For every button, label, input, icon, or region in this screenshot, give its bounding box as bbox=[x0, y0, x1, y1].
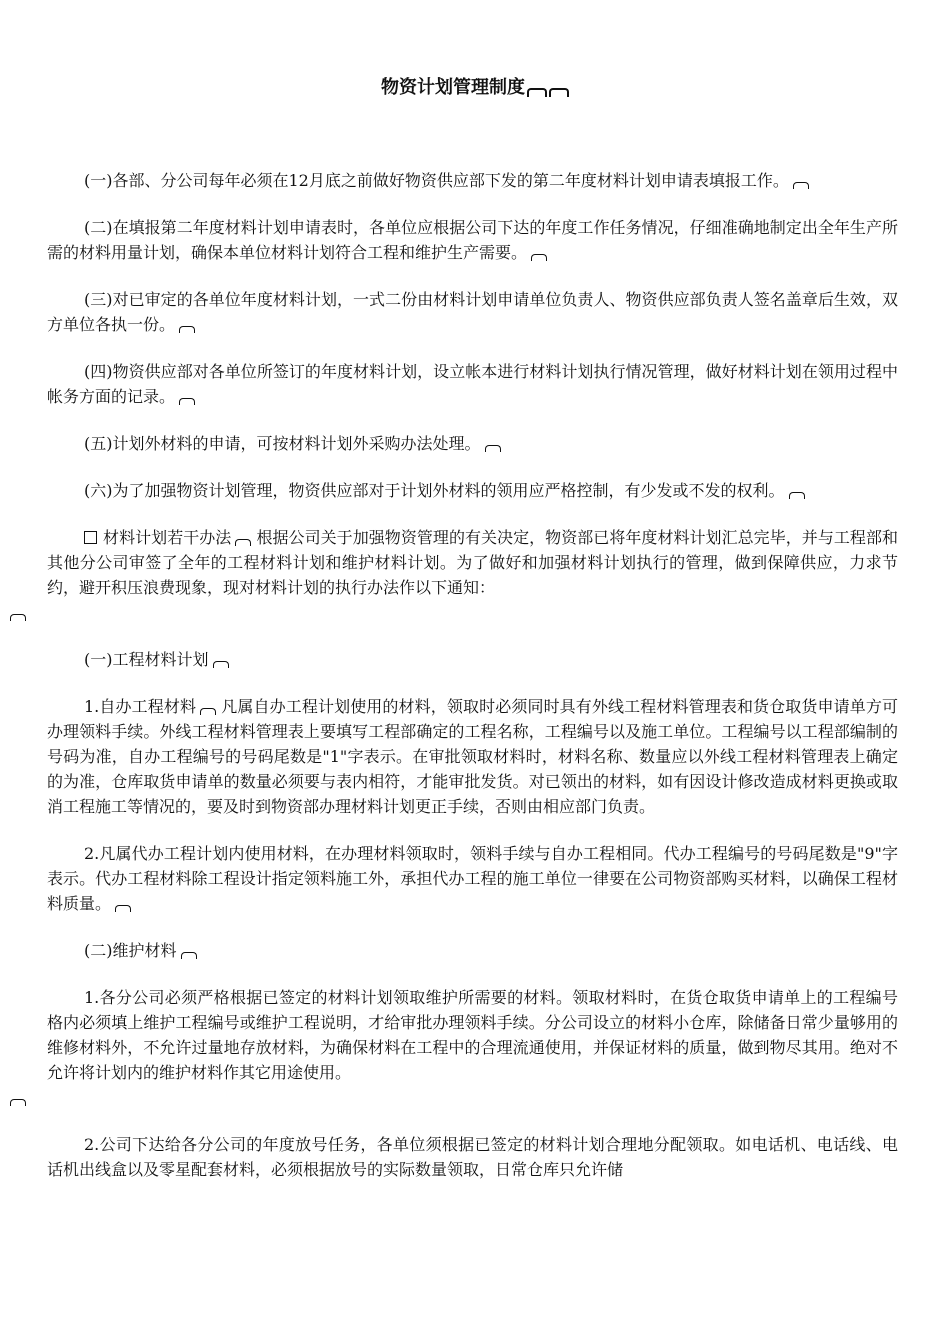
paragraph: (一)工程材料计划 bbox=[47, 647, 898, 672]
paragraph: 1.各分公司必须严格根据已签定的材料计划领取维护所需要的材料。领取材料时，在货仓取货申请单上的工程编号格内必须填上维护工程编号或维护工程说明，才给审批办理领料手续。分公司设立的材料小仓库，除储备日常少量够用的维修材料外，不允许过量地存放材料，为确保材料在工程中的合理流通使用，并保证材料的质量，做到物尽其用。绝对不允许将计划内的维护材料作其它用途使用。 bbox=[47, 985, 898, 1110]
paragraph-mark-icon bbox=[200, 708, 216, 715]
paragraph: (二)在填报第二年度材料计划申请表时，各单位应根据公司下达的年度工作任务情况，仔细准确地制定出全年生产所需的材料用量计划，确保本单位材料计划符合工程和维护生产需要。 bbox=[47, 218, 898, 262]
paragraph: 1.自办工程材料 凡属自办工程计划使用的材料，领取时必须同时具有外线工程材料管理表和货仓取货申请单方可办理领料手续。外线工程材料管理表上要填写工程部确定的工程名称，工程编号以及施工单位。工程编号以工程部编制的号码为准，自办工程编号的号码尾数是"1"字表示。在审批领取材料时，材料名称、数量应以外线工程材料管理表上确定的为准，仓库取货申请单的数量必须要与表内相符，才能审批发货。对已领出的材料，如有因设计修改造成材料更换或取消工程施工等情况的，要及时到物资部办理材料计划更正手续，否则由相应部门负责。 bbox=[47, 697, 898, 816]
paragraph-mark-icon bbox=[793, 182, 809, 189]
checkbox-square-icon bbox=[84, 531, 97, 544]
paragraph: 2.凡属代办工程计划内使用材料，在办理材料领取时，领料手续与自办工程相同。代办工程编号的号码尾数是"9"字表示。代办工程材料除工程设计指定领料施工外，承担代办工程的施工单位一律要在公司物资部购买材料，以确保工程材料质量。 bbox=[47, 844, 898, 913]
paragraph-mark-icon bbox=[179, 326, 195, 333]
paragraph-mark-icon bbox=[235, 539, 251, 546]
paragraph-mark-icon bbox=[10, 614, 26, 621]
paragraph-mark-icon bbox=[213, 661, 229, 668]
paragraph-mark-icon bbox=[179, 398, 195, 405]
section-heading: 材料计划若干办法 bbox=[103, 528, 232, 547]
paragraph-mark-icon bbox=[531, 254, 547, 261]
paragraph: (二)维护材料 bbox=[47, 938, 898, 963]
paragraph-mark-icon bbox=[181, 952, 197, 959]
title-text: 物资计划管理制度 bbox=[381, 77, 525, 98]
paragraph-mark-icon bbox=[115, 905, 131, 912]
paragraph-mark-icon bbox=[527, 88, 547, 97]
paragraph: 2.公司下达给各分公司的年度放号任务，各单位须根据已签定的材料计划合理地分配领取。如电话机、电话线、电话机出线盒以及零星配套材料，必须根据放号的实际数量领取，日常仓库只允许储 bbox=[47, 1135, 898, 1179]
paragraph: 材料计划若干办法 根据公司关于加强物资管理的有关决定，物资部已将年度材料计划汇总完毕，并与工程部和其他分公司审签了全年的工程材料计划和维护材料计划。为了做好和加强材料计划执行的管理，做到保障供应，力求节约，避开积压浪费现象，现对材料计划的执行办法作以下通知： bbox=[47, 525, 898, 625]
document-title bbox=[0, 76, 950, 100]
paragraph-mark-icon bbox=[549, 88, 569, 97]
paragraph: (四)物资供应部对各单位所签订的年度材料计划，设立帐本进行材料计划执行情况管理，做好材料计划在领用过程中帐务方面的记录。 bbox=[47, 362, 898, 406]
subsection-heading: 1.自办工程材料 bbox=[84, 697, 197, 716]
paragraph-mark-icon bbox=[485, 445, 501, 452]
paragraph-mark-icon bbox=[10, 1099, 26, 1106]
paragraph: (一)各部、分公司每年必须在12月底之前做好物资供应部下发的第二年度材料计划申请表填报工作。 bbox=[47, 168, 898, 193]
paragraph-mark-icon bbox=[789, 492, 805, 499]
paragraph: (六)为了加强物资计划管理，物资供应部对于计划外材料的领用应严格控制，有少发或不发的权利。 bbox=[47, 478, 898, 503]
paragraph: (三)对已审定的各单位年度材料计划，一式二份由材料计划申请单位负责人、物资供应部负责人签名盖章后生效，双方单位各执一份。 bbox=[47, 290, 898, 334]
document-body bbox=[47, 168, 898, 1204]
paragraph: (五)计划外材料的申请，可按材料计划外采购办法处理。 bbox=[47, 431, 898, 456]
